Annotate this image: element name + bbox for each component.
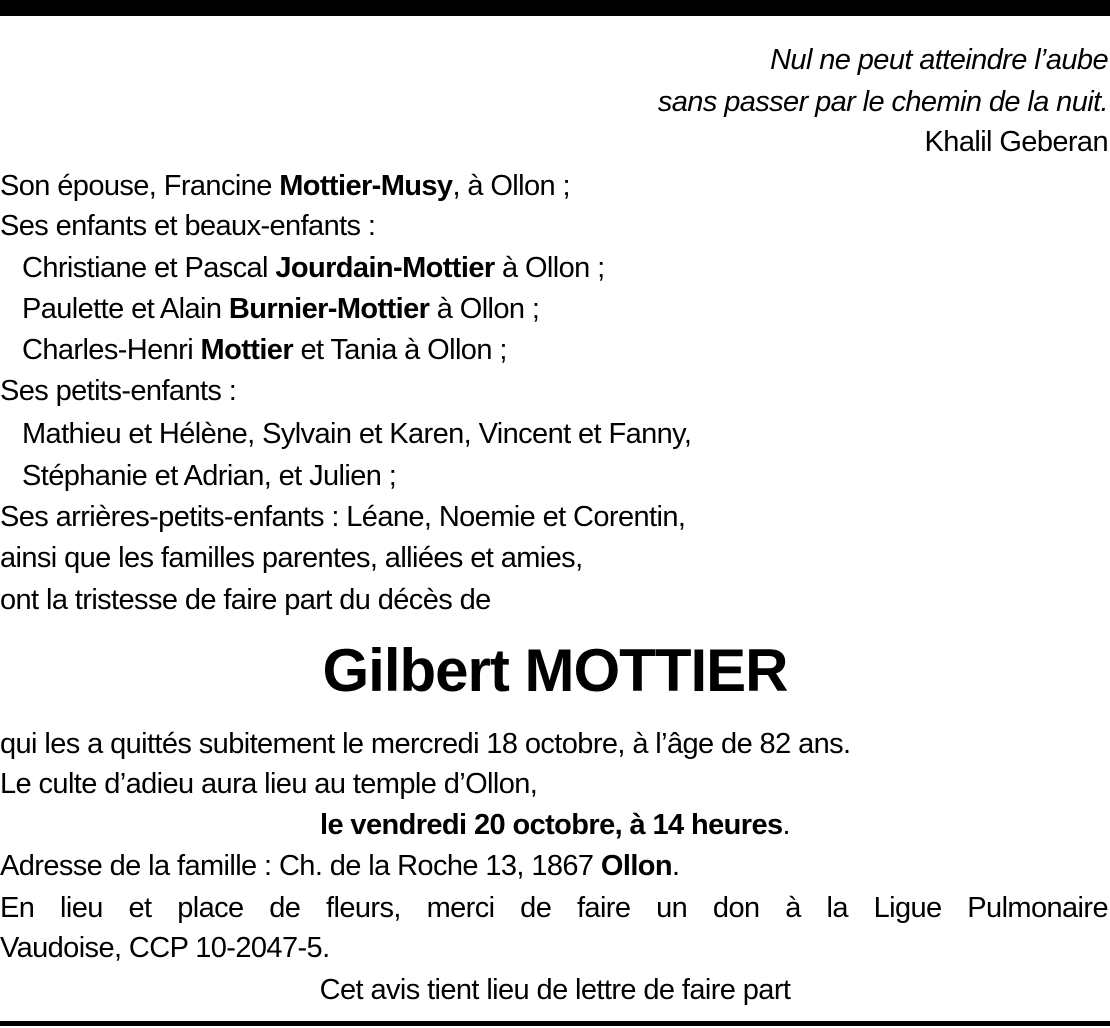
grandchildren-line-2: Stéphanie et Adrian, et Julien ; [22, 460, 397, 492]
service-date-line [0, 805, 1110, 845]
child2-prefix: Paulette et Alain [22, 293, 229, 325]
closing-line: Cet avis tient lieu de lettre de faire part [319, 974, 791, 1006]
epigraph-line-2: sans passer par le chemin de la nuit. [657, 86, 1108, 118]
child-line-2 [22, 289, 539, 329]
epigraph-line-1: Nul ne peut atteindre l’aube [770, 44, 1108, 76]
flowers-line-2: Vaudoise, CCP 10-2047-5. [0, 932, 330, 964]
top-rule [0, 0, 1110, 16]
child2-suffix: à Ollon ; [429, 293, 540, 325]
bottom-rule [0, 1021, 1110, 1026]
spouse-suffix: , à Ollon ; [452, 170, 570, 202]
child3-name: Mottier [200, 334, 294, 366]
relatives-line: ainsi que les familles parentes, alliées et amies, [0, 542, 583, 574]
child-line-3 [22, 330, 507, 370]
child1-name: Jourdain-Mottier [275, 252, 495, 284]
address-end: . [672, 850, 680, 882]
child3-prefix: Charles-Henri [22, 334, 201, 366]
address-town: Ollon [600, 850, 673, 882]
epigraph-author: Khalil Geberan [924, 126, 1108, 158]
children-heading: Ses enfants et beaux-enfants : [0, 210, 376, 242]
flowers-line-1: En lieu et place de fleurs, merci de faire un don à la Ligue Pulmonaire [0, 892, 1108, 924]
address-prefix: Adresse de la famille : Ch. de la Roche 13, 1867 [0, 850, 601, 882]
service-line: Le culte d’adieu aura lieu au temple d’Ollon, [0, 768, 538, 800]
announcement-line: ont la tristesse de faire part du décès de [0, 584, 491, 616]
child1-suffix: à Ollon ; [494, 252, 605, 284]
child3-suffix: et Tania à Ollon ; [293, 334, 507, 366]
address-line [0, 846, 680, 886]
spouse-prefix: Son épouse, Francine [0, 170, 280, 202]
grandchildren-heading: Ses petits-enfants : [0, 375, 237, 407]
grandchildren-line-1: Mathieu et Hélène, Sylvain et Karen, Vincent et Fanny, [22, 418, 692, 450]
death-line: qui les a quittés subitement le mercredi 18 octobre, à l’âge de 82 ans. [0, 728, 851, 760]
great-grandchildren-line: Ses arrières-petits-enfants : Léane, Noemie et Corentin, [0, 501, 686, 533]
service-date-end: . [782, 809, 790, 841]
service-date: le vendredi 20 octobre, à 14 heures [319, 809, 783, 841]
deceased-name: Gilbert MOTTIER [322, 637, 788, 704]
child-line-1 [22, 248, 605, 288]
child2-name: Burnier-Mottier [228, 293, 430, 325]
spouse-line [0, 166, 570, 206]
spouse-name: Mottier-Musy [279, 170, 453, 202]
child1-prefix: Christiane et Pascal [22, 252, 276, 284]
